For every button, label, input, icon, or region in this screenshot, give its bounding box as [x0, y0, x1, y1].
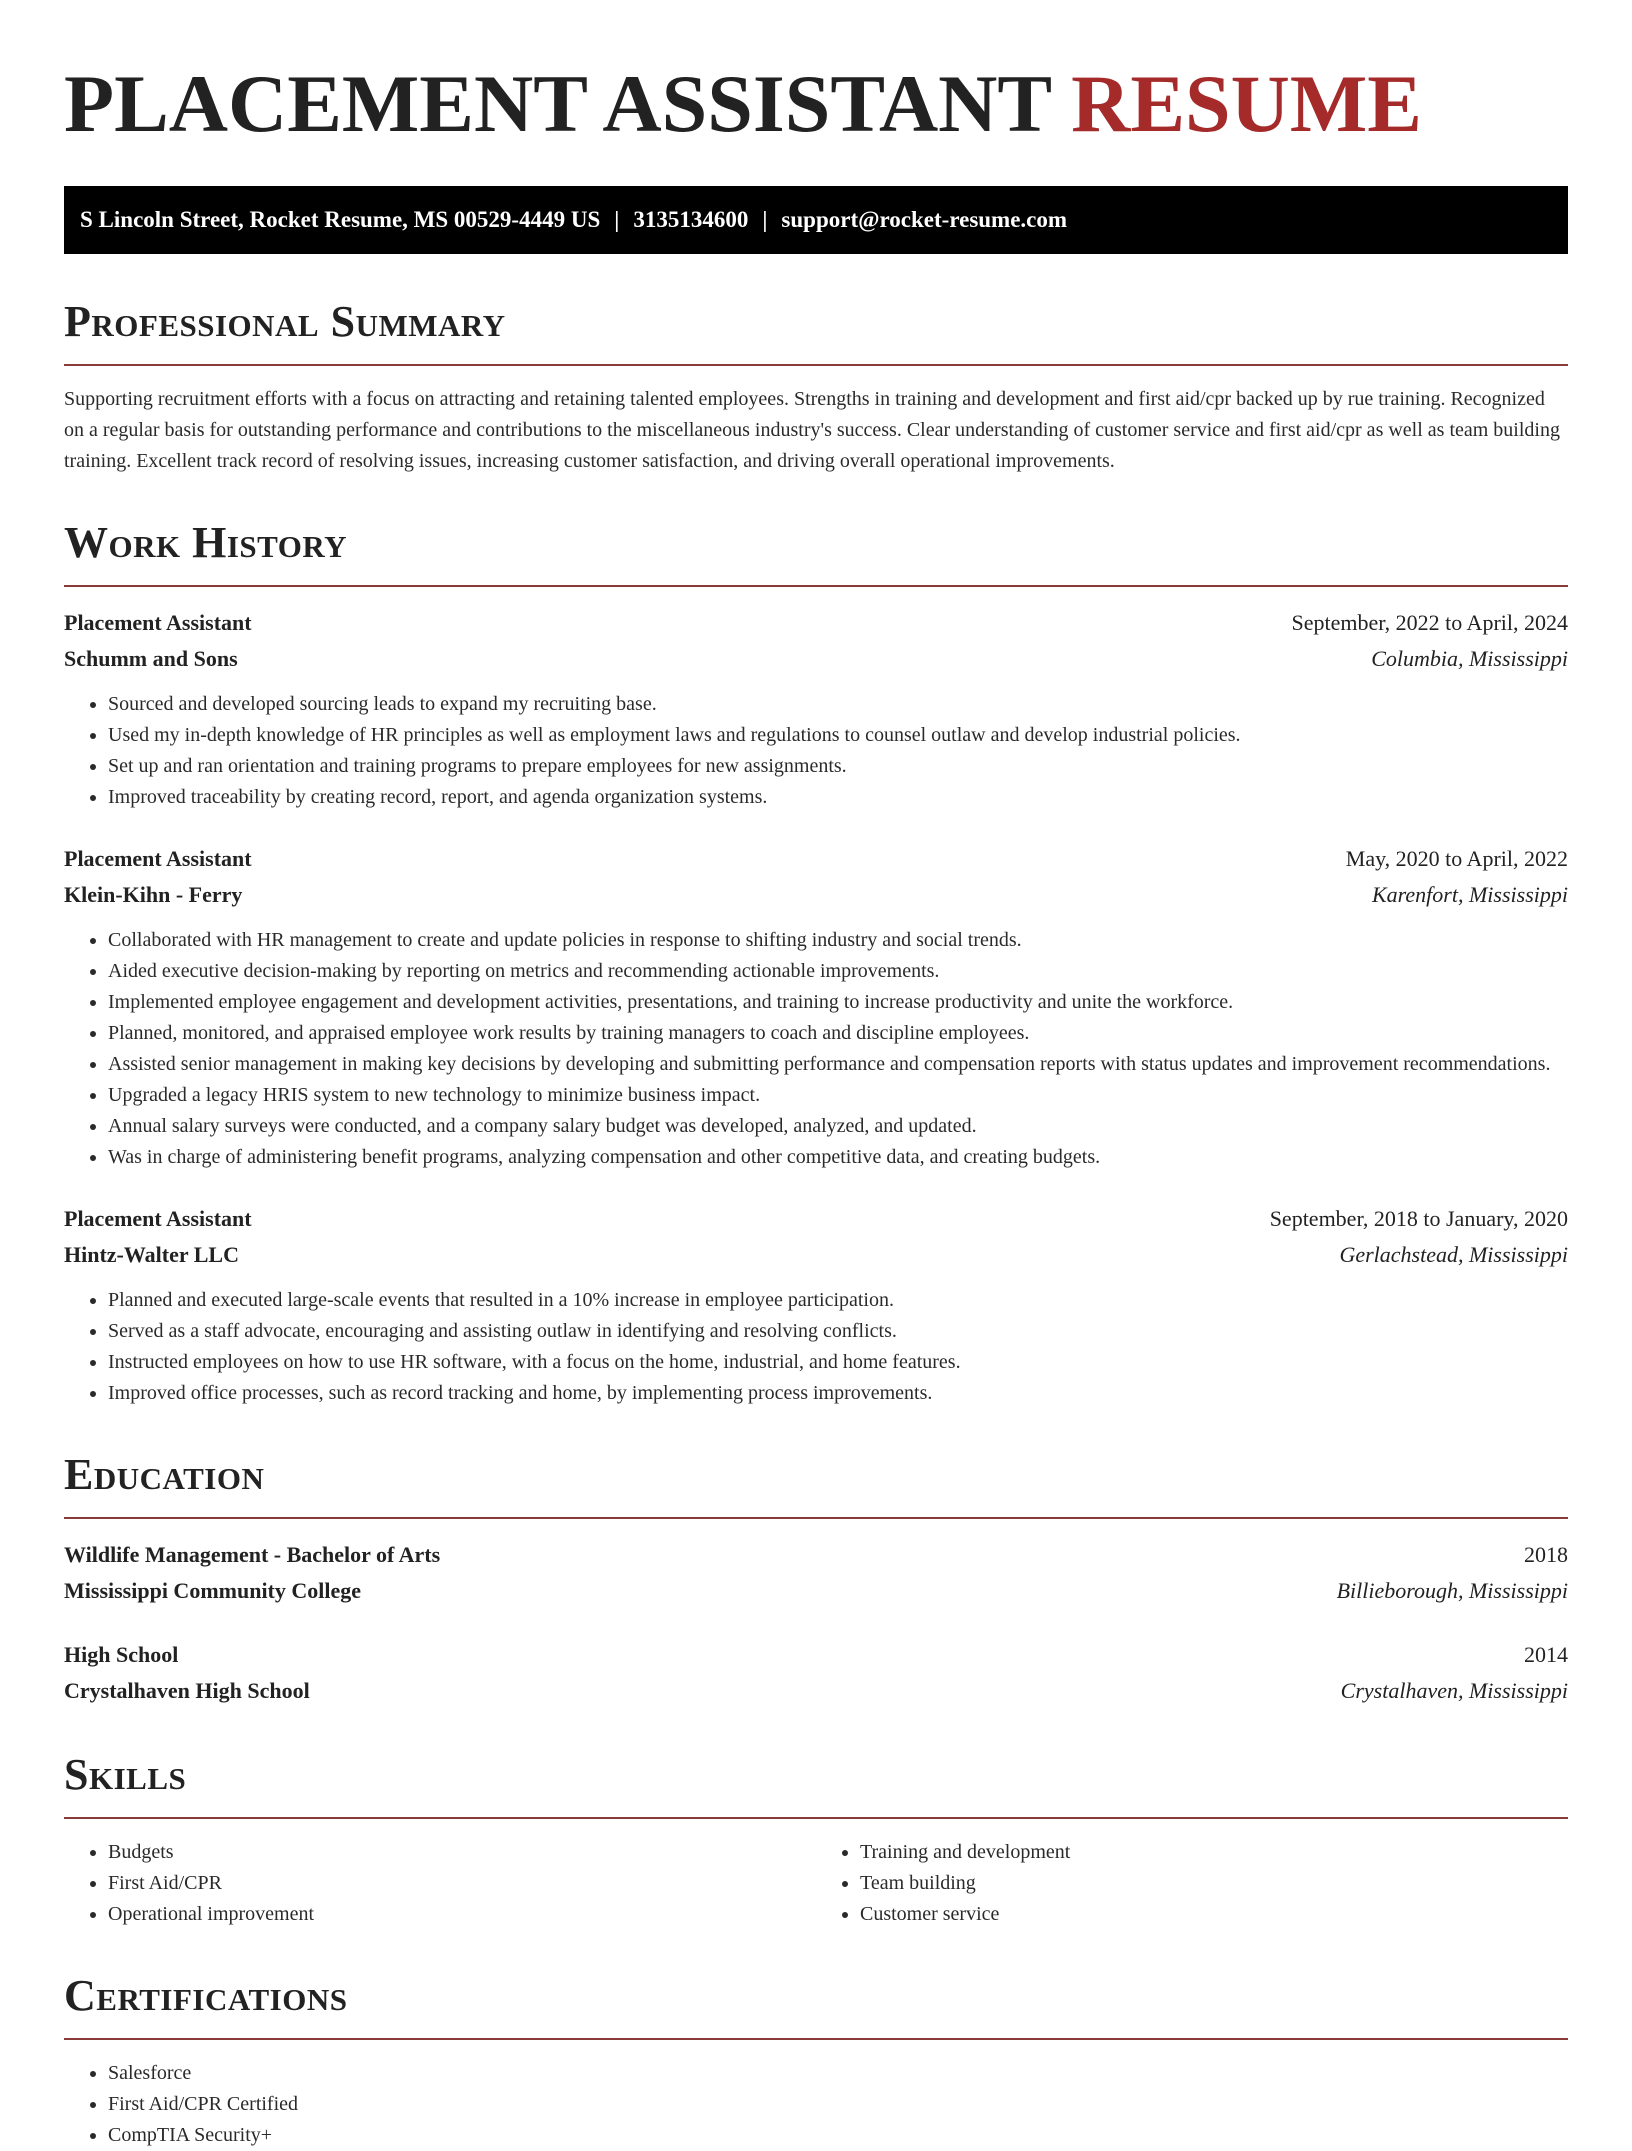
- job-title: Placement Assistant: [64, 610, 252, 635]
- summary-text: Supporting recruitment efforts with a focus on attracting and retaining talented employees. Strengths in training and development and first aid/cpr backed up by rue training. Recognized on a regular basis for outstanding performance and contributions to the miscellaneous industry's success. Clear understanding of customer service and first aid/cpr as well as team building training. Excellent track record of resolving issues, increasing customer satisfaction, and driving overall operational improvements.: [64, 388, 1560, 472]
- job-dates: September, 2022 to April, 2024: [1291, 610, 1568, 635]
- job-bullets: [64, 1285, 1568, 1409]
- contact-email[interactable]: support@rocket-resume.com: [781, 207, 1068, 232]
- education-degree: Wildlife Management - Bachelor of Arts: [64, 1542, 441, 1567]
- job-company-row: [64, 641, 1568, 677]
- education-school: Mississippi Community College: [64, 1578, 362, 1603]
- skills-heading: Skills: [64, 1750, 187, 1799]
- work-history-section: [64, 517, 1568, 1409]
- job-entry: [64, 841, 1568, 1173]
- job-entry: [64, 1201, 1568, 1409]
- skills-column-left: [64, 1837, 816, 1930]
- education-entry: [64, 1537, 1568, 1609]
- education-year: 2014: [1524, 1642, 1568, 1667]
- education-heading: Education: [64, 1450, 265, 1499]
- list-item: • Improved traceability by creating record, report, and agenda organization systems.: [108, 782, 1568, 813]
- title-main: PLACEMENT ASSISTANT: [64, 58, 1051, 149]
- list-item: • Used my in-depth knowledge of HR principles as well as employment laws and regulations to counsel outlaw and develop industrial policies.: [108, 720, 1568, 751]
- contact-phone[interactable]: 3135134600: [633, 207, 749, 232]
- list-item: • Collaborated with HR management to create and update policies in response to shifting industry and social trends.: [108, 925, 1568, 956]
- list-item: • Implemented employee engagement and development activities, presentations, and training to increase productivity and unite the workforce.: [108, 987, 1568, 1018]
- list-item: • Team building: [860, 1868, 1568, 1899]
- contact-bar: [64, 186, 1568, 254]
- title-accent: RESUME: [1071, 58, 1422, 149]
- job-title-row: [64, 605, 1568, 641]
- job-dates: May, 2020 to April, 2022: [1345, 846, 1568, 871]
- job-title: Placement Assistant: [64, 846, 252, 871]
- job-company-row: [64, 1237, 1568, 1273]
- contact-address: S Lincoln Street, Rocket Resume, MS 00529-4449 US: [80, 207, 601, 232]
- job-title-row: [64, 1201, 1568, 1237]
- education-location: Crystalhaven, Mississippi: [1340, 1678, 1568, 1703]
- job-company: Hintz-Walter LLC: [64, 1242, 239, 1267]
- job-dates: September, 2018 to January, 2020: [1269, 1206, 1568, 1231]
- list-item: • Aided executive decision-making by reporting on metrics and recommending actionable improvements.: [108, 956, 1568, 987]
- list-item: • Planned, monitored, and appraised employee work results by training managers to coach and discipline employees.: [108, 1018, 1568, 1049]
- list-item: • Sourced and developed sourcing leads to expand my recruiting base.: [108, 689, 1568, 720]
- education-degree-row: [64, 1637, 1568, 1673]
- education-degree-row: [64, 1537, 1568, 1573]
- summary-heading: Professional Summary: [64, 297, 506, 346]
- education-year: 2018: [1524, 1542, 1568, 1567]
- job-bullets: [64, 689, 1568, 813]
- certifications-list: [64, 2058, 1568, 2151]
- list-item: • First Aid/CPR Certified: [108, 2089, 1568, 2120]
- list-item: • Training and development: [860, 1837, 1568, 1868]
- job-location: Gerlachstead, Mississippi: [1339, 1242, 1568, 1267]
- skills-grid: [64, 1837, 1568, 1930]
- job-location: Karenfort, Mississippi: [1372, 882, 1568, 907]
- job-location: Columbia, Mississippi: [1371, 646, 1568, 671]
- contact-separator: |: [762, 207, 768, 232]
- work-history-heading: Work History: [64, 518, 348, 567]
- list-item: • CompTIA Security+: [108, 2120, 1568, 2151]
- list-item: • Planned and executed large-scale events that resulted in a 10% increase in employee participation.: [108, 1285, 1568, 1316]
- education-location: Billieborough, Mississippi: [1336, 1578, 1568, 1603]
- list-item: • Served as a staff advocate, encouraging and assisting outlaw in identifying and resolving conflicts.: [108, 1316, 1568, 1347]
- education-entry: [64, 1637, 1568, 1709]
- certifications-heading: Certifications: [64, 1971, 348, 2020]
- job-bullets: [64, 925, 1568, 1173]
- job-company: Schumm and Sons: [64, 646, 238, 671]
- list-item: • Was in charge of administering benefit programs, analyzing compensation and other competitive data, and creating budgets.: [108, 1142, 1568, 1173]
- education-school-row: [64, 1573, 1568, 1609]
- education-section: [64, 1449, 1568, 1709]
- contact-separator: |: [614, 207, 620, 232]
- resume-title: [64, 56, 1568, 152]
- certifications-section: [64, 1970, 1568, 2151]
- section-divider: [64, 1817, 1568, 1819]
- job-entry: [64, 605, 1568, 813]
- list-item: • Salesforce: [108, 2058, 1568, 2089]
- list-item: • Assisted senior management in making key decisions by developing and submitting performance and compensation reports with status updates and improvement recommendations.: [108, 1049, 1568, 1080]
- job-company-row: [64, 877, 1568, 913]
- list-item: • Upgraded a legacy HRIS system to new technology to minimize business impact.: [108, 1080, 1568, 1111]
- education-degree: High School: [64, 1642, 179, 1667]
- job-company: Klein-Kihn - Ferry: [64, 882, 243, 907]
- education-school-row: [64, 1673, 1568, 1709]
- section-divider: [64, 1517, 1568, 1519]
- list-item: • Annual salary surveys were conducted, and a company salary budget was developed, analyzed, and updated.: [108, 1111, 1568, 1142]
- list-item: • Set up and ran orientation and training programs to prepare employees for new assignments.: [108, 751, 1568, 782]
- section-divider: [64, 2038, 1568, 2040]
- education-school: Crystalhaven High School: [64, 1678, 310, 1703]
- section-divider: [64, 364, 1568, 366]
- list-item: • Instructed employees on how to use HR software, with a focus on the home, industrial, and home features.: [108, 1347, 1568, 1378]
- list-item: • First Aid/CPR: [108, 1868, 816, 1899]
- list-item: • Improved office processes, such as record tracking and home, by implementing process improvements.: [108, 1378, 1568, 1409]
- skills-section: [64, 1749, 1568, 1930]
- job-title-row: [64, 841, 1568, 877]
- job-title: Placement Assistant: [64, 1206, 252, 1231]
- list-item: • Customer service: [860, 1899, 1568, 1930]
- list-item: • Budgets: [108, 1837, 816, 1868]
- skills-column-right: [816, 1837, 1568, 1930]
- section-divider: [64, 585, 1568, 587]
- list-item: • Operational improvement: [108, 1899, 816, 1930]
- summary-section: [64, 296, 1568, 477]
